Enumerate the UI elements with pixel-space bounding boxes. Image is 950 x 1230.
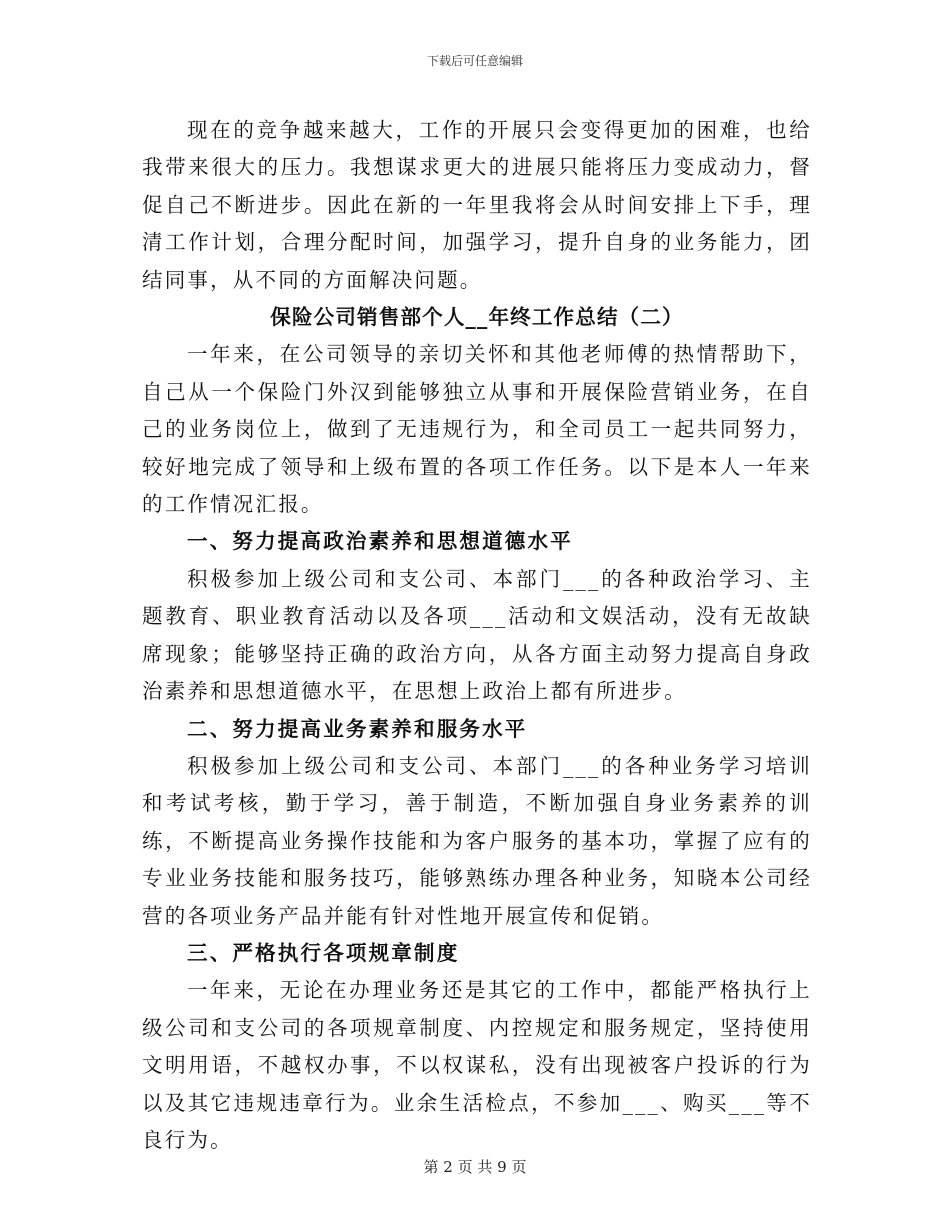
document-title: 保险公司销售部个人__年终工作总结（二） — [270, 305, 684, 330]
page-number: 第 2 页 共 9 页 — [423, 1158, 527, 1176]
page-header-note: 下载后可任意编辑 — [426, 54, 523, 68]
section-heading-politics: 一、努力提高政治素养和思想道德水平 — [187, 529, 573, 554]
section-text-business: 积极参加上级公司和支公司、本部门___的各种业务学习培训和考试考核，勤于学习，善于制造，不断加强自身业务素养的训练，不断提高业务操作技能和为客户服务的基本功，掌握了应有的专业业务技能和服务技巧，能够熟练办理各种业务，知晓本公司经营的各项业务产品并能有针对性地开展宣传和促销。 — [142, 753, 812, 928]
opening-paragraph: 一年来，在公司领导的亲切关怀和其他老师傅的热情帮助下，自己从一个保险门外汉到能够独立从事和开展保险营销业务，在自己的业务岗位上，做到了无违规行为，和全司员工一起共同努力，较好地完成了领导和上级布置的各项工作任务。以下是本人一年来的工作情况汇报。 — [142, 342, 812, 517]
intro-paragraph: 现在的竞争越来越大，工作的开展只会变得更加的困难，也给我带来很大的压力。我想谋求更大的进展只能将压力变成动力，督促自己不断进步。因此在新的一年里我将会从时间安排上下手，理清工作计划，合理分配时间，加强学习，提升自身的业务能力，团结同事，从不同的方面解决问题。 — [142, 118, 812, 292]
section-heading-business: 二、努力提高业务素养和服务水平 — [187, 716, 528, 741]
section-text-rules: 一年来，无论在办理业务还是其它的工作中，都能严格执行上级公司和支公司的各项规章制度、内控规定和服务规定，坚持使用文明用语，不越权办事，不以权谋私，没有出现被客户投诉的行为以及其它违规违章行为。业余生活检点，不参加___、购买___等不良行为。 — [142, 978, 812, 1152]
section-heading-rules: 三、严格执行各项规章制度 — [187, 940, 460, 965]
section-text-politics: 积极参加上级公司和支公司、本部门___的各种政治学习、主题教育、职业教育活动以及各项___活动和文娱活动，没有无故缺席现象；能够坚持正确的政治方向，从各方面主动努力提高自身政治素养和思想道德水平，在思想上政治上都有所进步。 — [142, 566, 812, 704]
document-body — [142, 112, 812, 1159]
